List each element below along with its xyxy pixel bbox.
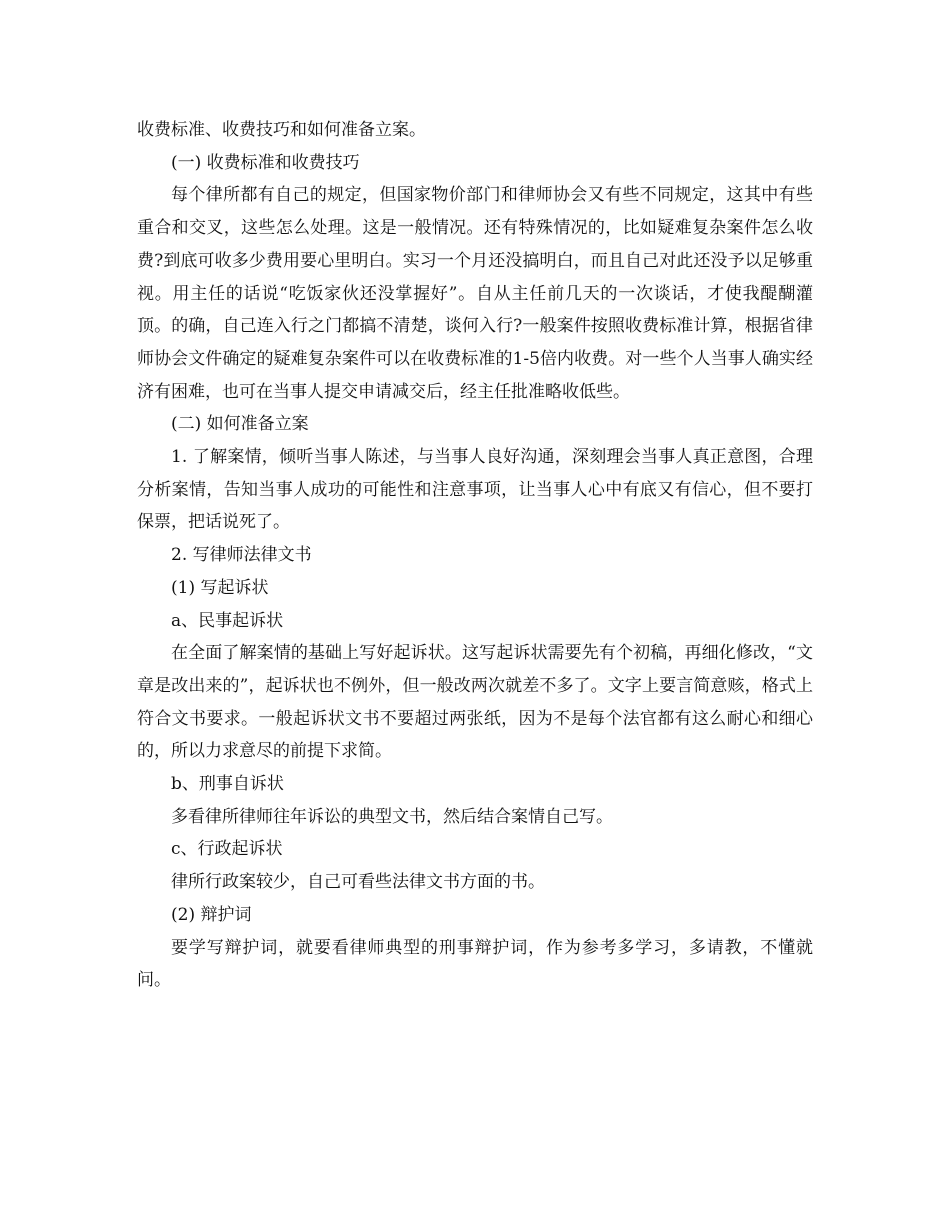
document-page [137,114,813,997]
paragraph-administrative-complaint: 律所行政案较少，自己可看些法律文书方面的书。 [171,872,545,893]
subheading-legal-documents: 2. 写律师法律文书 [171,545,312,566]
section-heading-fee: (一) 收费标准和收费技巧 [171,152,360,173]
subheading-criminal-complaint: b、刑事自诉状 [171,774,284,795]
paragraph-fee-details: 每个律所都有自己的规定，但国家物价部门和律师协会又有些不同规定，这其中有些重合和交叉，这些怎么处理。这是一般情况。还有特殊情况的，比如疑难复杂案件怎么收费?到底可收多少费用要心里明白。实习一个月还没搞明白，而且自己对此还没予以足够重视。用主任的话说“吃饭家伙还没掌握好”。自从主任前几天的一次谈话，才使我醍醐灌顶。的确，自己连入行之门都搞不清楚，谈何入行?一般案件按照收费标准计算，根据省律师协会文件确定的疑难复杂案件可以在收费标准的1-5倍内收费。对一些个人当事人确实经济有困难，也可在当事人提交申请减交后，经主任批准略收低些。 [137,185,813,402]
paragraph-continuation: 收费标准、收费技巧和如何准备立案。 [137,120,426,140]
subheading-administrative-complaint: c、行政起诉状 [171,839,283,860]
subheading-defense-statement: (2) 辩护词 [171,904,252,925]
section-heading-filing: (二) 如何准备立案 [171,414,309,435]
paragraph-civil-complaint: 在全面了解案情的基础上写好起诉状。这写起诉状需要先有个初稿，再细化修改，“文章是改出来的”，起诉状也不例外，但一般改两次就差不多了。文字上要言简意赅，格式上符合文书要求。一般起诉状文书不要超过两张纸，因为不是每个法官都有这么耐心和细心的，所以力求意尽的前提下求简。 [137,643,813,762]
paragraph-understand-case: 1. 了解案情，倾听当事人陈述，与当事人良好沟通，深刻理会当事人真正意图，合理分析案情，告知当事人成功的可能性和注意事项，让当事人心中有底又有信心，但不要打保票，把话说死了。 [137,447,813,533]
subheading-civil-complaint: a、民事起诉状 [171,610,284,631]
subheading-complaint: (1) 写起诉状 [171,577,269,598]
paragraph-criminal-complaint: 多看律所律师往年诉讼的典型文书，然后结合案情自己写。 [171,806,613,827]
paragraph-defense-statement: 要学写辩护词，就要看律师典型的刑事辩护词，作为参考多学习，多请教，不懂就问。 [137,937,813,991]
